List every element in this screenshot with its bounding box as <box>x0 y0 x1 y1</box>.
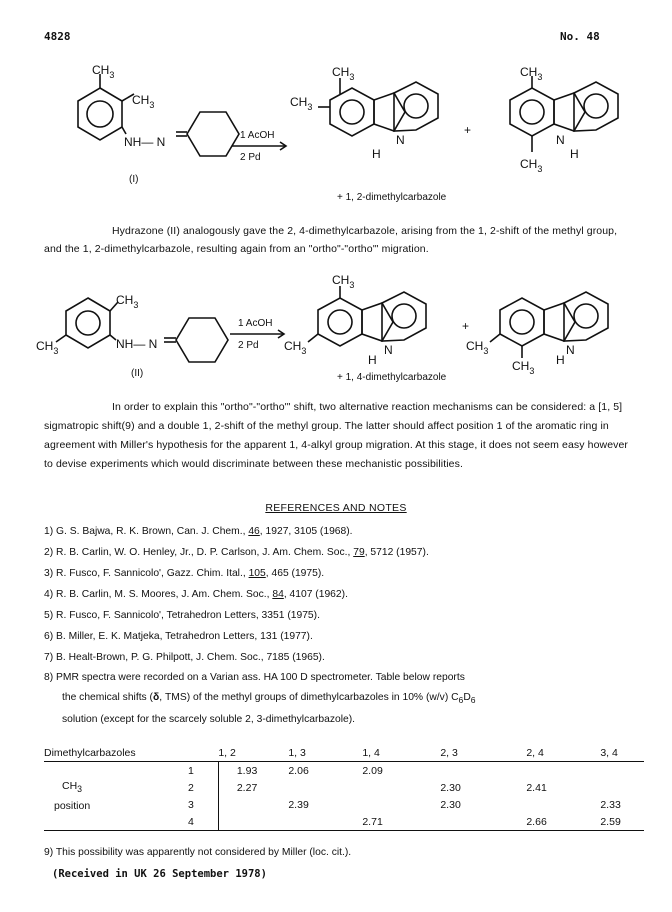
reagent-palladium: 2 Pd <box>238 340 259 351</box>
reference-6: 6) B. Miller, E. K. Matjeka, Tetrahedron Letters, 131 (1977). <box>44 631 313 642</box>
plus-sign: + <box>464 123 472 137</box>
table-cell <box>218 813 288 831</box>
position-number: 4 <box>188 813 218 831</box>
methyl-label: $CH_3$ <box>332 273 355 290</box>
table-cell: 2.59 <box>600 815 621 828</box>
methyl-label: $CH_3$ <box>512 359 535 376</box>
table-cell: 2.30 <box>440 781 461 794</box>
methyl-label: $CH_3$ <box>284 339 307 356</box>
methyl-label: $CH_3$ <box>520 65 543 82</box>
table-cell: 2.33 <box>600 798 621 811</box>
reaction-scheme-1 <box>0 60 672 210</box>
reference-1: 1) G. S. Bajwa, R. K. Brown, Can. J. Chem., 46, 1927, 3105 (1968). <box>44 526 353 537</box>
table-cell: 2.06 <box>288 764 309 777</box>
methyl-label: $CH_3$ <box>290 95 313 112</box>
hydrogen-label: H <box>556 353 565 367</box>
byproduct-label: + 1, 2-dimethylcarbazole <box>337 192 447 203</box>
table-cell: 2.66 <box>526 815 547 828</box>
position-number: 1 <box>188 762 218 780</box>
reference-8: 8) PMR spectra were recorded on a Varian ass. HA 100 D spectrometer. Table below reports the chemical shifts (δ, TMS) of the methyl groups of dimethylcarbazoles in 10% (w/v) $C_6D_6$ solution (except for the scarcely soluble 2, 3-dimethylcarbazole). <box>44 672 476 726</box>
table-corner-header: Dimethylcarbazoles <box>44 746 136 759</box>
table-cell <box>362 779 440 796</box>
table-cell <box>440 813 526 831</box>
column-header: 1, 3 <box>288 746 306 759</box>
table-cell <box>288 779 362 796</box>
nitrogen-label: N <box>556 133 565 147</box>
row-group-label: $CH_3$ position <box>54 780 91 812</box>
footnote-9: 9) This possibility was apparently not considered by Miller (loc. cit.). <box>44 847 352 858</box>
nitrogen-label: N <box>396 133 405 147</box>
nitrogen-label: N <box>384 343 393 357</box>
table-cell <box>600 762 644 780</box>
table-cell: 2.39 <box>288 798 309 811</box>
table-cell: 2.30 <box>440 798 461 811</box>
reference-7: 7) B. Healt-Brown, P. G. Philpott, J. Chem. Soc., 7185 (1965). <box>44 652 325 663</box>
table-cell <box>440 762 526 780</box>
references-heading: REFERENCES AND NOTES <box>265 502 407 514</box>
compound-label-I: (I) <box>129 174 139 185</box>
chemical-shift-table <box>44 744 644 831</box>
body-paragraph-1: Hydrazone (II) analogously gave the 2, 4-dimethylcarbazole, arising from the 1, 2-shift of the methyl group, and the 1, 2-dimethylcarbazole, resulting again from an "ortho"-"ortho'" migration. <box>44 225 618 255</box>
table-cell: 2.71 <box>362 815 383 828</box>
nitrogen-label: N <box>566 343 575 357</box>
table-cell <box>600 779 644 796</box>
compound-label-II: (II) <box>131 368 144 379</box>
methyl-label: $CH_3$ <box>36 339 59 356</box>
methyl-label: $CH_3$ <box>466 339 489 356</box>
column-header: 2, 4 <box>526 746 544 759</box>
table-cell: 1.93 <box>236 764 258 777</box>
methyl-label: $CH_3$ <box>116 293 139 310</box>
methyl-label: $CH_3$ <box>92 63 115 80</box>
hydrogen-label: H <box>570 147 579 161</box>
methyl-label: $CH_3$ <box>520 157 543 174</box>
table-row <box>44 762 644 780</box>
column-header: 1, 2 <box>218 746 236 759</box>
reference-3: 3) R. Fusco, F. Sannicolo', Gazz. Chim. Ital., 105, 465 (1975). <box>44 568 325 579</box>
reference-2: 2) R. B. Carlin, W. O. Henley, Jr., D. P. Carlson, J. Am. Chem. Soc., 79, 5712 (1957). <box>44 547 429 558</box>
reaction-scheme-2 <box>0 272 672 392</box>
methyl-label: $CH_3$ <box>132 93 155 110</box>
reagent-acetic-acid: 1 AcOH <box>238 318 273 329</box>
reference-4: 4) R. B. Carlin, M. S. Moores, J. Am. Chem. Soc., 84, 4107 (1962). <box>44 589 348 600</box>
table-cell <box>288 813 362 831</box>
position-number: 3 <box>188 796 218 813</box>
column-header: 2, 3 <box>440 746 458 759</box>
body-paragraph-2: In order to explain this "ortho"-"ortho'" shift, two alternative reaction mechanisms can be considered: a [1, 5] sigmatropic shift(9) and a double 1, 2-shift of the methyl group. The latter should affect position 1 of the aromatic ring in agreement with Miller's hypothesis for the apparent 1, 4-alkyl group migration. At this stage, it does not seem easy however to devise experiments which would discriminate between these mechanistic possibilities. <box>44 401 629 470</box>
reference-5: 5) R. Fusco, F. Sannicolo', Tetrahedron Letters, 3351 (1975). <box>44 610 320 621</box>
byproduct-label: + 1, 4-dimethylcarbazole <box>337 372 447 383</box>
received-date: (Received in UK 26 September 1978) <box>52 868 267 880</box>
reagent-acetic-acid: 1 AcOH <box>240 130 275 141</box>
page-number: 4828 <box>44 30 71 43</box>
column-header: 3, 4 <box>600 746 618 759</box>
table-cell: 2.27 <box>236 781 258 794</box>
hydrazine-link-label: NH— N <box>124 135 166 149</box>
table-cell: 2.41 <box>526 781 547 794</box>
methyl-label: $CH_3$ <box>332 65 355 82</box>
hydrogen-label: H <box>368 353 377 367</box>
reagent-palladium: 2 Pd <box>240 152 261 163</box>
table-cell <box>526 762 600 780</box>
references-list <box>44 521 644 730</box>
table-cell <box>362 796 440 813</box>
table-cell <box>526 796 600 813</box>
table-cell <box>218 796 288 813</box>
column-header: 1, 4 <box>362 746 380 759</box>
hydrazine-link-label: NH— N <box>116 337 158 351</box>
position-number: 2 <box>188 779 218 796</box>
issue-number: No. 48 <box>560 30 600 43</box>
hydrogen-label: H <box>372 147 381 161</box>
table-cell: 2.09 <box>362 764 383 777</box>
plus-sign: + <box>462 319 470 333</box>
